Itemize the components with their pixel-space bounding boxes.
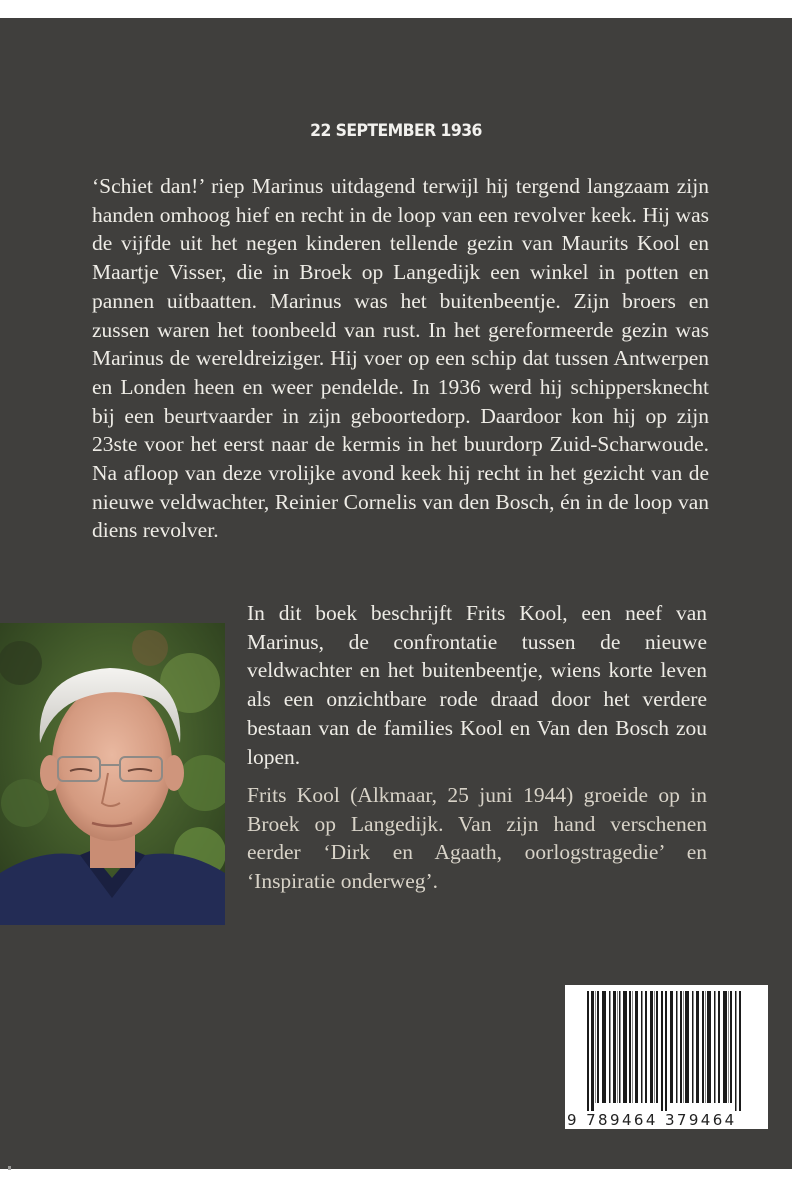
barcode-bars-icon xyxy=(565,985,768,1129)
author-bio-paragraph: Frits Kool (Alkmaar, 25 juni 1944) groeide op in Broek op Langedijk. Van zijn hand verschenen eerder ‘Dirk en Agaath, oorlogstragedie’ en ‘Inspiratie onderweg’. xyxy=(247,783,707,894)
author-portrait-image xyxy=(0,623,225,925)
book-description-paragraph: In dit boek beschrijft Frits Kool, een neef van Marinus, de confrontatie tussen de nieuwe veldwachter en het buitenbeentje, wiens korte leven als een onzichtbare rode draad door het verdere bestaan van de families Kool en Van den Bosch zou lopen. xyxy=(247,601,707,769)
corner-mark xyxy=(8,1166,11,1170)
synopsis-paragraph: ‘Schiet dan!’ riep Marinus uitdagend terwijl hij tergend langzaam zijn handen omhoog hief en recht in de loop van een revolver keek. Hij was de vijfde uit het negen kinderen tellende gezin van Maurits Kool en Maartje Visser, die in Broek op Langedijk een winkel in potten en pannen uitbaatten. Marinus was het buitenbeentje. Zijn broers en zussen waren het toonbeeld van rust. In het gereformeerde gezin was Marinus de wereldreiziger. Hij voer op een schip dat tussen Antwerpen en Londen heen en weer pendelde. In 1936 werd hij schippersknecht bij een beurtvaarder in zijn geboortedorp. Daardoor kon hij op zijn 23ste voor het eerst naar de kermis in het buurdorp Zuid-Scharwoude. Na afloop van deze vrolijke avond keek hij recht in het gezicht van de nieuwe veldwachter, Reinier Cornelis van den Bosch, én in de loop van diens revolver. xyxy=(92,174,709,543)
back-cover xyxy=(0,18,792,1169)
isbn-digits: 9 789464 379464 xyxy=(567,1111,737,1129)
cover-heading-date: 22 SEPTEMBER 1936 xyxy=(310,121,482,141)
author-photo xyxy=(0,623,225,925)
isbn-barcode xyxy=(565,985,768,1129)
